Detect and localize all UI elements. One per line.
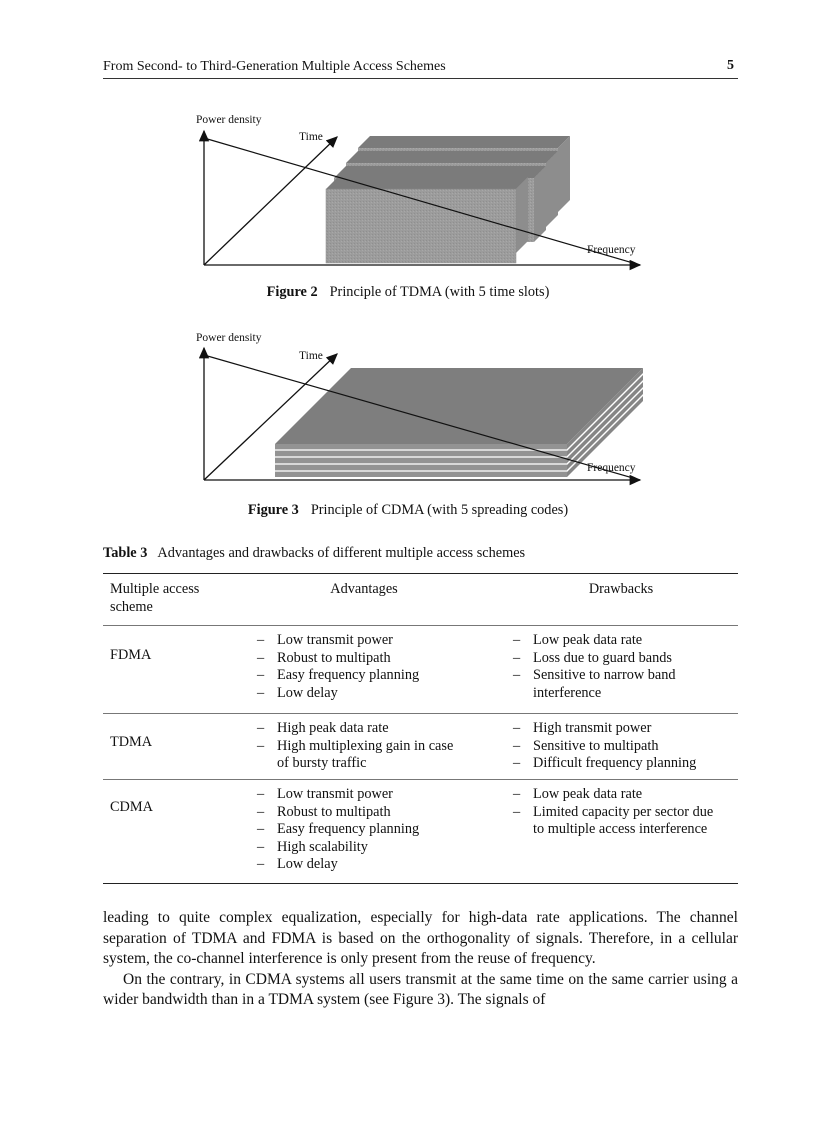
time-axis-label: Time: [299, 350, 323, 362]
row-tdma-drawbacks: [509, 720, 738, 773]
list-item: – High peak data rate: [253, 720, 468, 738]
body-text: [103, 908, 738, 1011]
figure-3-label: Figure 3: [247, 502, 299, 518]
list-item: – Easy frequency planning: [253, 821, 488, 839]
table-3-text: Advantages and drawbacks of different multiple access schemes: [157, 545, 526, 561]
figure-3-caption: [0, 502, 816, 519]
tdma-slot-1: [326, 189, 516, 263]
row-cdma-scheme: CDMA: [110, 799, 153, 815]
paragraph-2: On the contrary, in CDMA systems all users transmit at the same time on the same carrier using a wider bandwidth than in a TDMA system (see Figure 3). The signals of: [103, 970, 738, 1008]
list-item: – Robust to multipath: [253, 804, 488, 822]
time-axis: [204, 137, 337, 265]
row-fdma-advantages: [253, 632, 488, 702]
y-axis-label: Power density: [196, 332, 262, 344]
figure-2-text: Principle of TDMA (with 5 time slots): [329, 284, 550, 300]
row-tdma-advantages: [253, 720, 468, 773]
table-bottom-rule: [103, 883, 738, 884]
figure-2-tdma-diagram: [0, 105, 816, 280]
table-row-rule: [103, 779, 738, 780]
table-top-rule: [103, 573, 738, 574]
list-item: – Easy frequency planning: [253, 667, 488, 685]
header-rule: [103, 78, 738, 79]
list-item: – High transmit power: [509, 720, 738, 738]
figure-3-text: Principle of CDMA (with 5 spreading codes): [310, 502, 569, 518]
table-3-caption: [103, 545, 525, 562]
frequency-axis-label: Frequency: [587, 244, 636, 256]
list-item: – Low transmit power: [253, 786, 488, 804]
row-tdma-scheme: TDMA: [110, 734, 153, 750]
list-item: – Limited capacity per sector due to multiple access interference: [509, 804, 724, 839]
row-fdma-scheme: FDMA: [110, 647, 152, 663]
list-item: – High scalability: [253, 839, 488, 857]
time-axis-label: Time: [299, 131, 323, 143]
figure-2-caption: [0, 284, 816, 301]
list-item: – Low delay: [253, 685, 488, 703]
list-item: – Sensitive to multipath: [509, 738, 738, 756]
frequency-axis-label: Frequency: [587, 462, 636, 474]
list-item: – Sensitive to narrow band interference: [509, 667, 709, 702]
table-3-label: Table 3: [103, 545, 148, 561]
y-axis-label: Power density: [196, 114, 262, 126]
list-item: – Low transmit power: [253, 632, 488, 650]
list-item: – Loss due to guard bands: [509, 650, 709, 668]
header-drawbacks: Drawbacks: [588, 581, 654, 597]
list-item: – High multiplexing gain in case of bursty traffic: [253, 738, 468, 773]
running-title: From Second- to Third-Generation Multiple Access Schemes: [103, 59, 446, 74]
list-item: – Difficult frequency planning: [509, 755, 738, 773]
list-item: – Low peak data rate: [509, 786, 724, 804]
page-number: 5: [727, 58, 734, 73]
list-item: – Robust to multipath: [253, 650, 488, 668]
header-advantages: Advantages: [330, 581, 398, 597]
paragraph-1: leading to quite complex equalization, especially for high-data rate applications. The channel separation of TDMA and FDMA is based on the orthogonality of signals. Therefore, in a cellular system, the co-channel interference is only present from the reuse of frequency.: [103, 909, 738, 967]
row-cdma-drawbacks: [509, 786, 724, 839]
figure-3-cdma-diagram: [0, 324, 816, 499]
row-cdma-advantages: [253, 786, 488, 874]
list-item: – Low delay: [253, 856, 488, 874]
table-row-rule: [103, 713, 738, 714]
table-header-rule: [103, 625, 738, 626]
list-item: – Low peak data rate: [509, 632, 709, 650]
header-scheme: Multiple access scheme: [110, 581, 200, 615]
row-fdma-drawbacks: [509, 632, 709, 702]
figure-2-label: Figure 2: [266, 284, 318, 300]
